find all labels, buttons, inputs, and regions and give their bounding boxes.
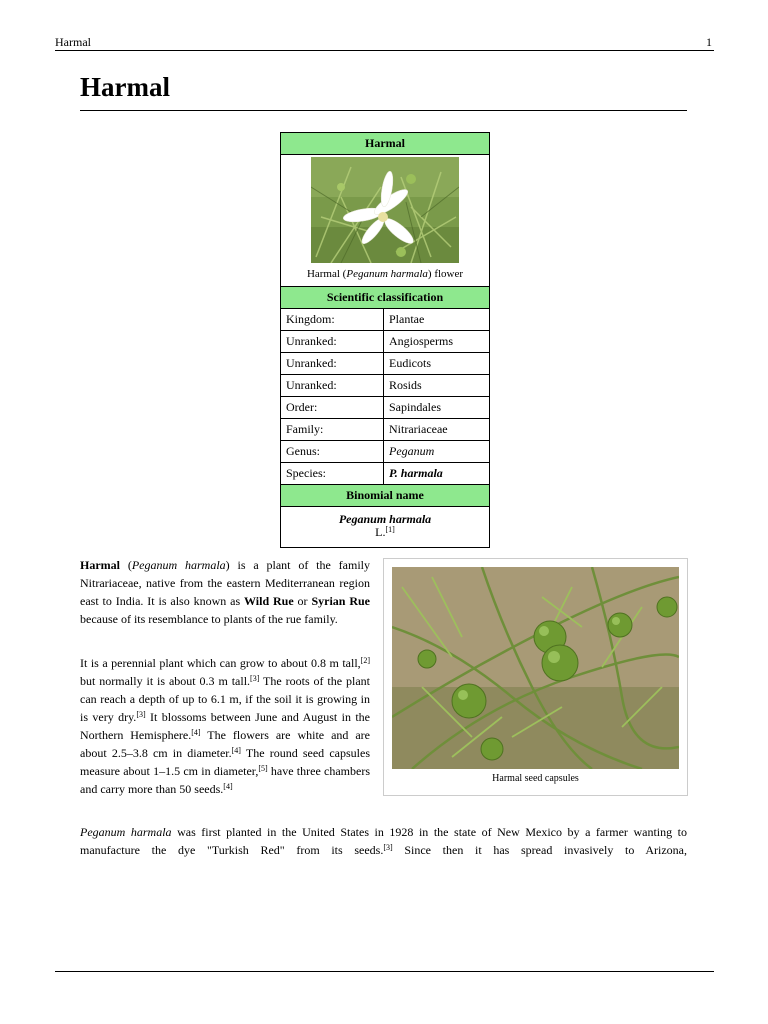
taxon-value: Plantae <box>389 312 425 326</box>
description-paragraph <box>80 654 370 798</box>
page-title: Harmal <box>80 70 687 111</box>
taxon-value: Eudicots <box>389 356 431 370</box>
text-run: The roots of the plant can reach a depth of up to 6.1 m, if the soil it is growing in is very dry. <box>80 674 370 724</box>
citation-ref[interactable]: [3] <box>383 843 393 852</box>
binomial-name-block <box>281 507 489 547</box>
taxon-rank: Unranked: <box>281 375 384 396</box>
binomial-name: Peganum harmala <box>338 512 432 526</box>
citation-ref[interactable]: [2] <box>360 656 370 665</box>
taxon-row-order <box>281 397 489 419</box>
text-run: The flowers are white and are about 2.5–3.8 cm in diameter. <box>80 728 370 760</box>
figure-caption: Harmal seed capsules <box>492 773 579 784</box>
running-header-title: Harmal <box>55 35 91 49</box>
taxon-rank: Species: <box>281 463 384 484</box>
classification-heading: Scientific classification <box>281 287 489 309</box>
caption-suffix: ) flower <box>427 268 464 280</box>
taxon-rank: Unranked: <box>281 353 384 374</box>
citation-ref[interactable]: [3] <box>250 674 260 683</box>
lead-name: Harmal <box>80 558 120 572</box>
taxon-row-genus <box>281 441 489 463</box>
text-run: Since then it has spread invasively to Arizona, <box>392 843 687 857</box>
alias-wild-rue: Wild Rue <box>244 594 294 608</box>
running-header <box>55 36 714 51</box>
taxon-value: Peganum <box>389 444 435 458</box>
text-run: but normally it is about 0.3 m tall. <box>80 674 251 688</box>
caption-species: Peganum harmala <box>346 268 428 280</box>
taxon-row-kingdom <box>281 309 489 331</box>
taxon-row-unranked-2 <box>281 353 489 375</box>
intro-paragraph <box>80 556 370 628</box>
text-run: ( <box>120 558 132 572</box>
taxon-rank: Order: <box>281 397 384 418</box>
caption-prefix: Harmal ( <box>306 268 347 280</box>
seed-capsules-photo <box>392 567 679 769</box>
text-run: was first planted in the United States in 1928 in the state of New Mexico by a farmer wanting to manufacture the dye "Turkish Red" from its seeds. <box>80 825 687 857</box>
species-name: Peganum harmala <box>131 558 226 572</box>
text-run: The round seed capsules measure about 1–1.5 cm in diameter, <box>80 746 370 778</box>
history-paragraph <box>80 823 687 859</box>
citation-ref[interactable]: [4] <box>223 782 233 791</box>
text-run: It blossoms between June and August in the Northern Hemisphere. <box>80 710 371 742</box>
text-run: It is a perennial plant which can grow to about 0.8 m tall, <box>80 656 361 670</box>
taxon-value: Rosids <box>389 378 422 392</box>
taxon-row-unranked-3 <box>281 375 489 397</box>
taxon-row-species <box>281 463 489 485</box>
taxon-value: Angiosperms <box>389 334 453 348</box>
flower-photo-image <box>311 157 459 263</box>
taxobox-caption <box>281 265 489 287</box>
taxon-value: P. harmala <box>389 466 443 480</box>
binomial-authority: L. <box>375 525 386 539</box>
citation-ref[interactable]: [1] <box>385 525 395 534</box>
text-run: or <box>293 594 312 608</box>
citation-ref[interactable]: [5] <box>258 764 268 773</box>
citation-ref[interactable]: [3] <box>136 710 146 719</box>
text-run: ) is a plant of the family Nitrariaceae, native from the eastern Mediterranean region east to India. It is also known as <box>80 558 370 608</box>
taxon-row-unranked-1 <box>281 331 489 353</box>
flower-photo <box>281 155 489 265</box>
binomial-heading: Binomial name <box>281 485 489 507</box>
citation-ref[interactable]: [4] <box>231 746 241 755</box>
taxobox-title: Harmal <box>281 133 489 155</box>
text-run: have three chambers and carry more than 50 seeds. <box>80 764 370 796</box>
taxon-row-family <box>281 419 489 441</box>
taxon-value: Nitrariaceae <box>389 422 448 436</box>
taxon-rank: Kingdom: <box>281 309 384 330</box>
page-number: 1 <box>706 35 712 49</box>
alias-syrian-rue: Syrian Rue <box>311 594 370 608</box>
taxon-rank: Family: <box>281 419 384 440</box>
taxobox <box>280 132 490 548</box>
text-run: because of its resemblance to plants of the rue family. <box>80 612 338 626</box>
footer-rule <box>55 971 714 972</box>
taxon-rank: Unranked: <box>281 331 384 352</box>
taxon-value: Sapindales <box>389 400 441 414</box>
seed-capsules-figure <box>383 558 688 796</box>
taxon-rank: Genus: <box>281 441 384 462</box>
species-name: Peganum harmala <box>80 825 172 839</box>
citation-ref[interactable]: [4] <box>191 728 201 737</box>
